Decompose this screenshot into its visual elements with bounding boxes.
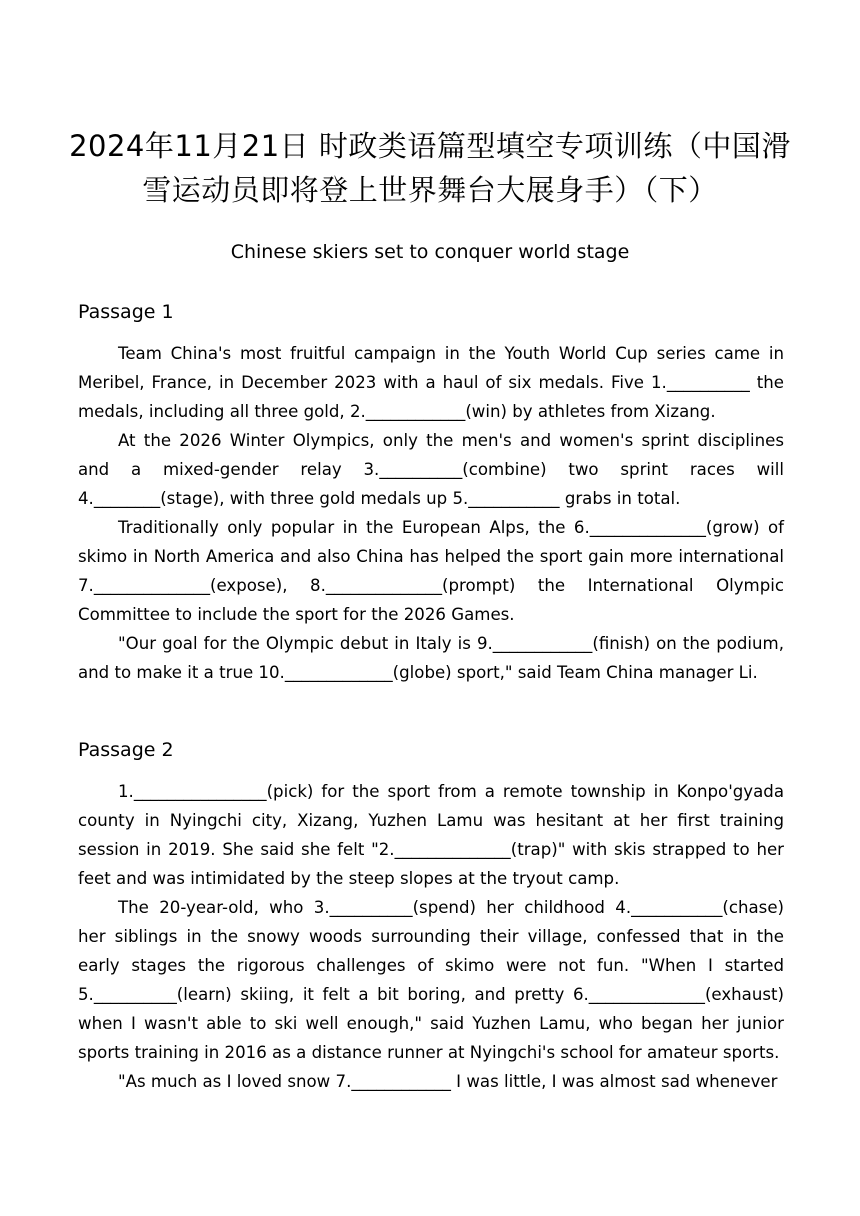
passage-2-paragraph-3: "As much as I loved snow 7.____________ I was little, I was almost sad whenever [118,1072,778,1091]
passage-2-paragraph-2: The 20-year-old, who 3.__________(spend) her childhood 4.___________(chase) her siblings in the snowy woods surrounding their village, confessed that in the early stages the rigorous challenges of skimo were not fun. "When I started 5.__________(learn) skiing, it felt a bit boring, and pretty 6.______________(exhaust) when I wasn't able to ski well enough," said Yuzhen Lamu, who began her junior sports training in 2016 as a distance runner at Nyingchi's school for amateur sports. [78,898,784,1062]
passage-1-body [78,339,784,687]
passage-1-heading: Passage 1 [78,301,174,323]
passage-1-paragraph-4: "Our goal for the Olympic debut in Italy is 9.____________(finish) on the podium, and to make it a true 10._____________(globe) sport," said Team China manager Li. [78,634,784,682]
passage-2-body [78,777,784,1096]
passage-2-heading: Passage 2 [78,739,174,761]
document-subtitle: Chinese skiers set to conquer world stage [230,241,630,263]
passage-1-paragraph-2: At the 2026 Winter Olympics, only the men's and women's sprint disciplines and a mixed-gender relay 3.__________(combine) two sprint races will 4.________(stage), with three gold medals up 5.___________ grabs in total. [78,431,784,508]
document-title: 2024年11月21日 时政类语篇型填空专项训练（中国滑雪运动员即将登上世界舞台大展身手）（下） [69,129,791,207]
passage-1-paragraph-1: Team China's most fruitful campaign in the Youth World Cup series came in Meribel, France, in December 2023 with a haul of six medals. Five 1.__________ the medals, including all three gold, 2.____________(win) by athletes from Xizang. [78,344,784,421]
passage-2-paragraph-1: 1.________________(pick) for the sport from a remote township in Konpo'gyada county in Nyingchi city, Xizang, Yuzhen Lamu was hesitant at her first training session in 2019. She said she felt "2.______________(trap)" with skis strapped to her feet and was intimidated by the steep slopes at the tryout camp. [78,782,784,888]
passage-1-paragraph-3: Traditionally only popular in the European Alps, the 6.______________(grow) of skimo in North America and also China has helped the sport gain more international 7.______________(expose), 8.______________(prompt) the International Olympic Committee to include the sport for the 2026 Games. [78,518,784,624]
